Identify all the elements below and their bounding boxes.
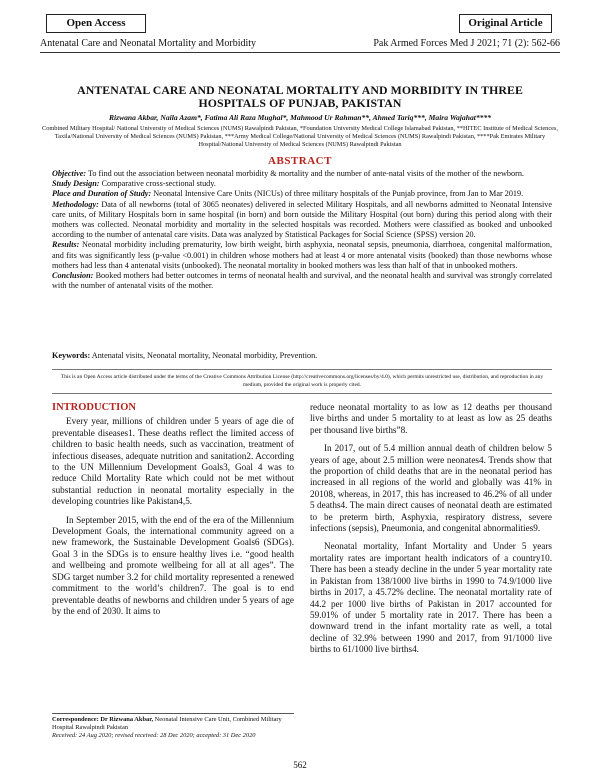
results-text: Neonatal morbidity including prematurity, low birth weight, birth asphyxia, neonatal sepsis, pneumonia, diarrhoea, congenital malformation, and fits was significantly less (p-value <0.001) in children whose mothers had at least 4 or more antenatal visits (booked) than those newborns whose mothers had less than 4 antenatal visits (unbooked). The neonatal mortality in booked mothers was less than half of that in unbooked mothers.: [52, 240, 552, 270]
abstract-heading: ABSTRACT: [268, 155, 332, 167]
objective-label: Objective:: [52, 169, 87, 178]
intro-paragraph-2: In September 2015, with the end of the era of the Millennium Development Goals, the international community agreed on a new framework, the Sustainable Development Goals6 (SDGs). Goal 3 in the SDGs is to ensure healthy lives i.e. “good health and wellbeing and promote wellbeing for all at all ages”. The SDG target number 3.2 for child mortality represented a renewed commitment to the world’s children7. The goal is to end preventable deaths of newborns and children under 5 years of age by the end of 2030. It aims to: [52, 514, 294, 616]
abstract-method: [52, 200, 552, 241]
keywords-label: Keywords:: [52, 351, 91, 360]
introduction-heading: INTRODUCTION: [52, 402, 137, 413]
abstract-design: [52, 179, 552, 189]
keywords: [52, 351, 552, 360]
license-rule-top: [52, 369, 552, 370]
body-column-right: [310, 402, 552, 663]
correspondence-rule: [52, 713, 294, 714]
abstract-conclusion: [52, 271, 552, 291]
article-title: ANTENATAL CARE AND NEONATAL MORTALITY AND MORBIDITY IN THREE HOSPITALS OF PUNJAB, PAKISTAN: [77, 83, 523, 110]
method-text: Data of all newborns (total of 3065 neonates) delivered in selected Military Hospitals, and all newborns admitted to Neonatal Intensive care units, of Military Hospitals born in same hospital (in born) and born outside the Military Hospital (out born) during this period along with their mothers was collected. Neonatal morbidity and mortality in the selected hospitals was recorded. Mothers were classified as booked and unbooked according to the number of antenatal care visits. Data was analyzed by Statistical Packages for Social Science (SPSS) version 20.: [52, 199, 552, 240]
keywords-text: Antenatal visits, Neonatal mortality, Neonatal morbidity, Prevention.: [90, 351, 318, 360]
abstract-results: [52, 240, 552, 271]
header-rule: [40, 52, 560, 53]
design-text: Comparative cross-sectional study.: [99, 179, 216, 189]
open-access-label: Open Access: [46, 14, 146, 33]
place-text: Neonatal Intensive Care Units (NICUs) of three military hospitals of the Punjab province, from Jan to Mar 2019.: [151, 189, 524, 199]
correspondence-label: Correspondence: Dr Rizwana Akbar,: [52, 716, 154, 723]
license-rule-bottom: [52, 393, 552, 394]
objective-text: To find out the association between neonatal morbidity & mortality and the number of ante-natal visits of the mother of the newborn.: [86, 169, 524, 178]
intro-paragraph-5: Neonatal mortality, Infant Mortality and Under 5 years mortality rates are important health indicators of a country10. There has been a steady decline in the under 5 year mortality rate in Pakistan from 138/1000 live births in 1990 to 74.9/1000 live births in 2017, a 45.72% decline. The neonatal mortality rate of 44.2 per 1000 live births of Pakistan in 2017 accounted for 59.01% of under 5 mortality rate in 2017. There has been a downward trend in the infant mortality rate as well, a total decline of 32.9% between 1990 and 2017, from 91/1000 live births to 61/1000 live births4.: [310, 541, 552, 655]
abstract-body: [52, 169, 552, 291]
correspondence-text: Neonatal Intensive Care Unit, Combined Military Hospital Rawalpindi Pakistan: [52, 716, 282, 731]
abstract-objective: [52, 169, 552, 179]
original-article-label: Original Article: [459, 14, 552, 33]
body-column-left: [52, 402, 294, 624]
intro-paragraph-1: Every year, millions of children under 5 years of age die of preventable diseases1. These deaths reflect the limited access of children to basic health needs, such as vaccination, treatment of infectious diseases, adequate nutrition and sanitation2. According to the UN Millennium Development Goals3, Goal 4 was to reduce Child Mortality Rate which could not be met without substantial reduction in neonatal mortality especially in the developing countries like Pakistan4,5.: [52, 416, 294, 507]
conclusion-text: Booked mothers had better outcomes in terms of neonatal health and survival, and the neonatal health and survival was strongly correlated with the number of antenatal visits of the mother.: [52, 271, 552, 291]
journal-citation: Pak Armed Forces Med J 2021; 71 (2): 562-66: [373, 38, 560, 49]
intro-paragraph-3: reduce neonatal mortality to as low as 12 deaths per thousand live births and under 5 mortality to at least as low as 25 deaths per thousand live births”8.: [310, 402, 552, 435]
correspondence-address: [52, 716, 294, 732]
author-list: Rizwana Akbar, Naila Azam*, Fatima Ali Raza Mughal*, Mahmood Ur Rahman**, Ahmed Tariq***, Maira Wajahat****: [108, 113, 492, 122]
running-title: Antenatal Care and Neonatal Mortality and Morbidity: [40, 38, 257, 49]
design-label: Study Design:: [52, 179, 100, 189]
page-number: 562: [293, 760, 307, 770]
method-label: Methodology:: [52, 199, 99, 209]
license-note: This is an Open Access article distributed under the terms of the Creative Commons Attribution License (http://creativecommons.org/licenses/by/4.0), which permits unrestricted use, distribution, and reproduction in any medium, provided the original work is properly cited.: [60, 374, 544, 388]
intro-paragraph-4: In 2017, out of 5.4 million annual death of children below 5 years of age, about 2.5 million were neonates4. Trends show that the proportion of child deaths that are in the neonatal period has increased in all regions of the world and globally was 41% in 20108, whereas, in 2017, this has increased to 46.2% of all under 5 deaths4. The main direct causes of neonatal death are estimated to be preterm birth, Asphyxia, respiratory distress, severe infections (sepsis), Pneumonia, and congenital abnormalities9.: [310, 443, 552, 534]
received-dates: Received: 24 Aug 2020; revised received: 28 Dec 2020; accepted: 31 Dec 2020: [52, 732, 256, 739]
conclusion-label: Conclusion:: [52, 271, 94, 281]
results-label: Results:: [52, 240, 80, 250]
correspondence-note: [52, 716, 294, 740]
place-label: Place and Duration of Study:: [52, 189, 152, 199]
abstract-place: [52, 189, 552, 199]
affiliations: Combined Military Hospital/ National University of Medical Sciences (NUMS) Rawalpindi Pakistan, *Foundation University Medical College Islamabad Pakistan, **HITEC Institute of Medical Sciences, Taxila/National University of Medical Sciences (NUMS) Pakistan, ***Army Medical College/National University of Medical Sciences (NUMS) Rawalpindi Pakistan, ****Pak Emirates Military Hospital/National University of Medical Sciences (NUMS) Rawalpindi Pakistan: [42, 125, 558, 148]
